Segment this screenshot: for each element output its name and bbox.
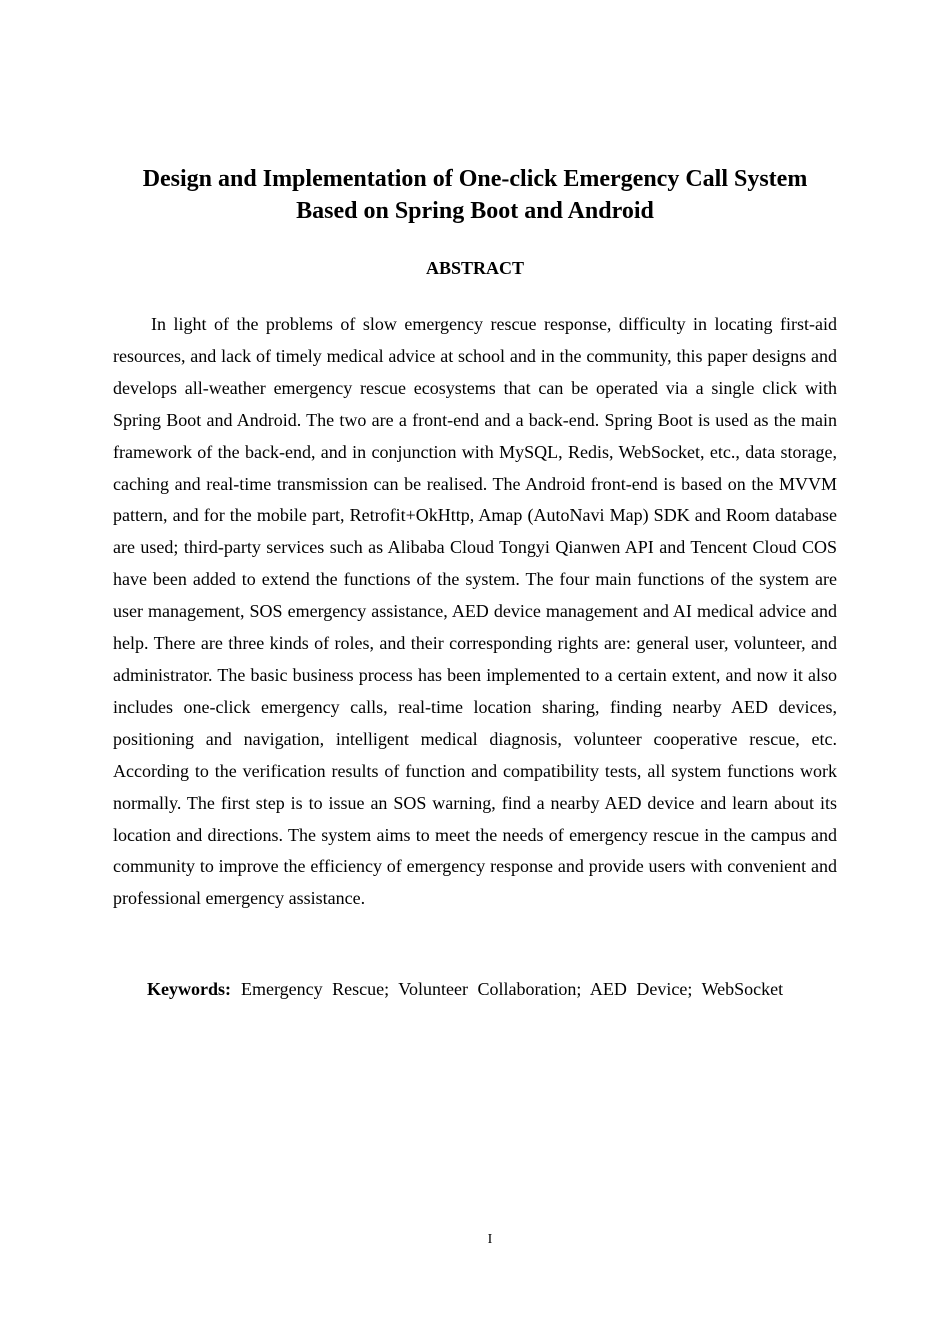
paper-title — [100, 163, 850, 227]
abstract-heading: ABSTRACT — [425, 258, 525, 278]
keywords-line — [147, 975, 867, 1003]
paper-title-line-2: Based on Spring Boot and Android — [296, 198, 654, 224]
paper-title-line-1: Design and Implementation of One-click Emergency Call System — [142, 166, 808, 192]
page-number: I — [487, 1232, 493, 1247]
keywords-values: Emergency Rescue; Volunteer Collaboration; AED Device; WebSocket — [241, 979, 784, 999]
abstract-body: In light of the problems of slow emergency rescue response, difficulty in locating first-aid resources, and lack of timely medical advice at school and in the community, this paper designs and develops all-weather emergency rescue ecosystems that can be operated via a single click with Spring Boot and Android. The two are a front-end and a back-end. Spring Boot is used as the main framework of the back-end, and in conjunction with MySQL, Redis, WebSocket, etc., data storage, caching and real-time transmission can be realised. The Android front-end is based on the MVVM pattern, and for the mobile part, Retrofit+OkHttp, Amap (AutoNavi Map) SDK and Room database are used; third-party services such as Alibaba Cloud Tongyi Qianwen API and Tencent Cloud COS have been added to extend the functions of the system. The four main functions of the system are user management, SOS emergency assistance, AED device management and AI medical advice and help. There are three kinds of roles, and their corresponding rights are: general user, volunteer, and administrator. The basic business process has been implemented to a certain extent, and now it also includes one-click emergency calls, real-time location sharing, finding nearby AED devices, positioning and navigation, intelligent medical diagnosis, volunteer cooperative rescue, etc. According to the verification results of function and compatibility tests, all system functions work normally. The first step is to issue an SOS warning, find a nearby AED device and learn about its location and directions. The system aims to meet the needs of emergency rescue in the campus and community to improve the efficiency of emergency response and provide users with convenient and professional emergency assistance. — [113, 314, 837, 909]
keywords-label: Keywords: — [147, 979, 231, 999]
